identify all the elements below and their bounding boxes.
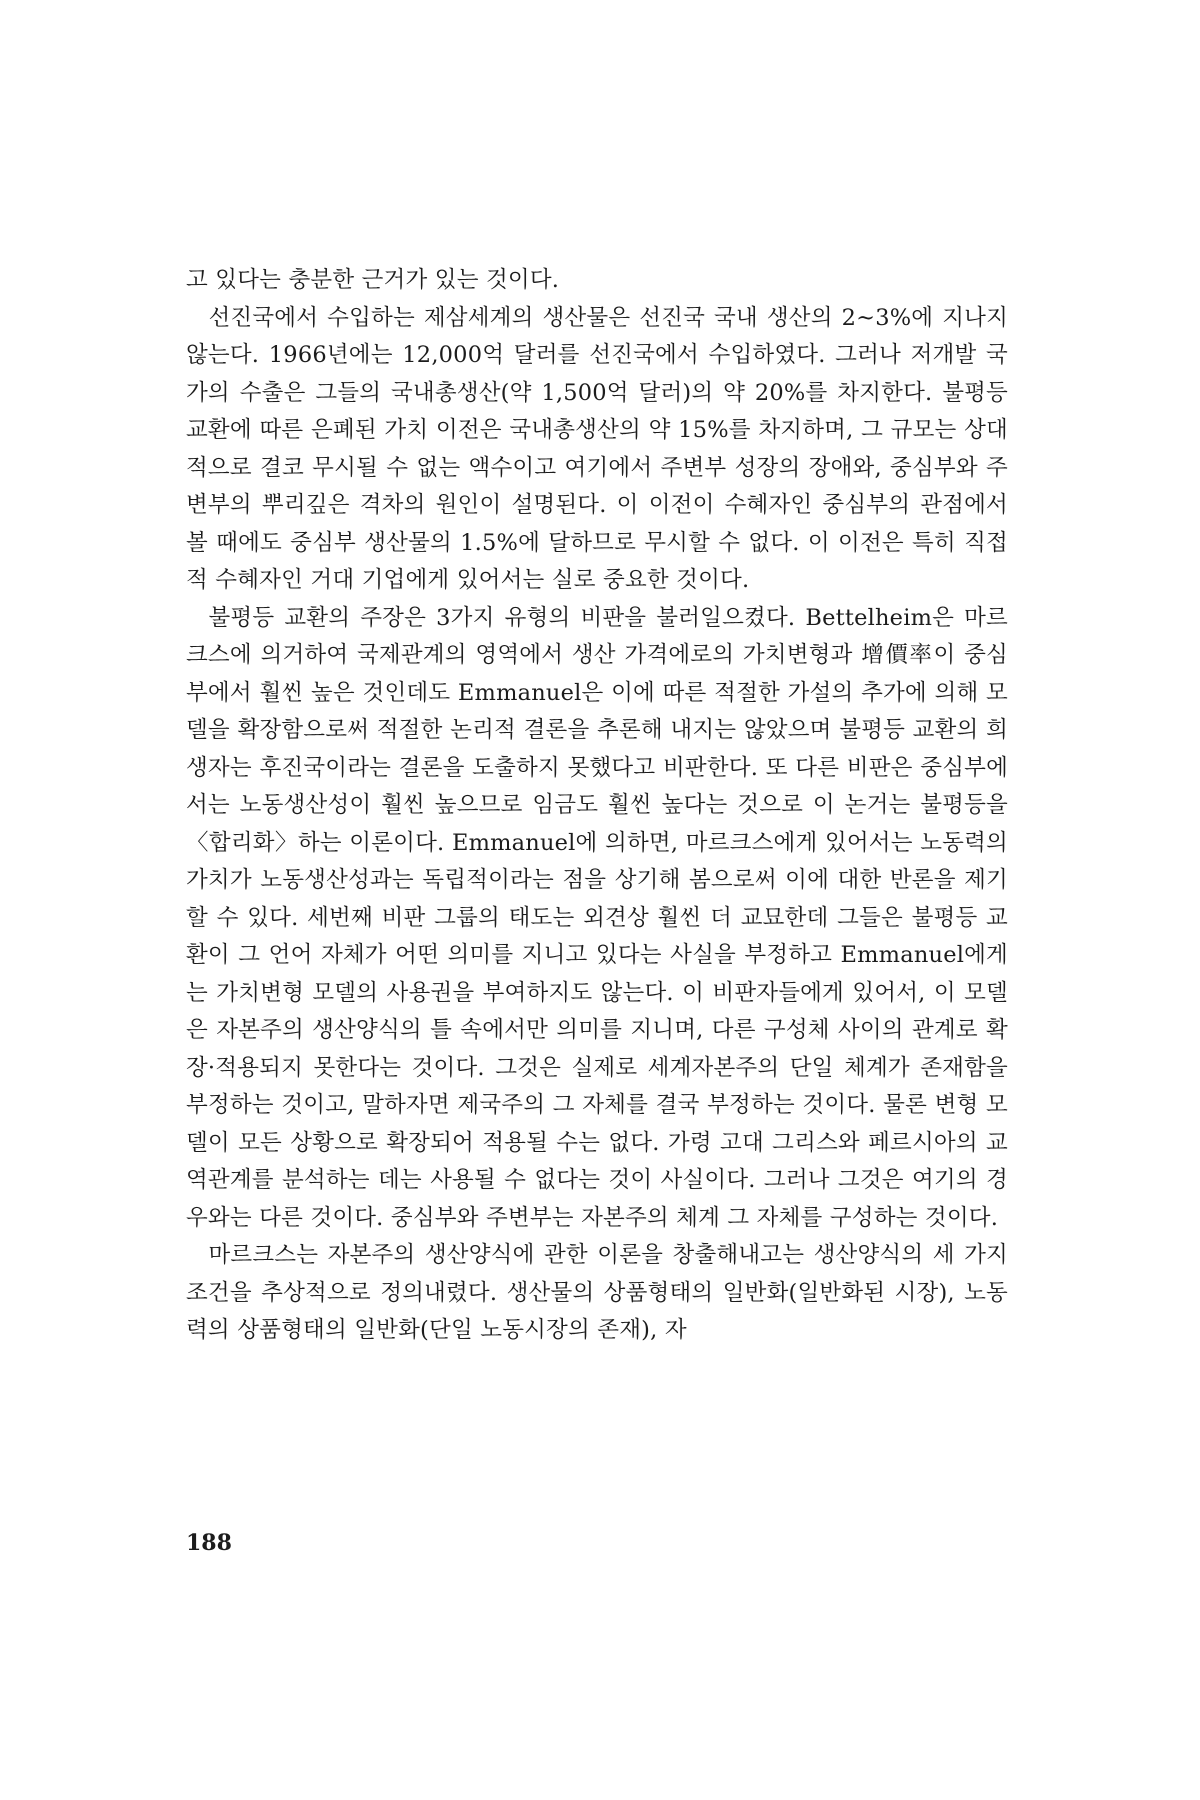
- paragraph: 고 있다는 충분한 근거가 있는 것이다.: [186, 267, 560, 293]
- paragraph: 마르크스는 자본주의 생산양식에 관한 이론을 창출해내고는 생산양식의 세 가지 조건을 추상적으로 정의내렸다. 생산물의 상품형태의 일반화(일반화된 시장), 노동력의 상품형태의 일반화(단일 노동시장의 존재), 자: [186, 1242, 1008, 1343]
- paragraph: 불평등 교환의 주장은 3가지 유형의 비판을 불러일으켰다. Bettelheim은 마르크스에 의거하여 국제관계의 영역에서 생산 가격에로의 가치변형과 增價率이 중심부에서 훨씬 높은 것인데도 Emmanuel은 이에 따른 적절한 가설의 추가에 의해 모델을 확장함으로써 적절한 논리적 결론을 추론해 내지는 않았으며 불평등 교환의 희생자는 후진국이라는 결론을 도출하지 못했다고 비판한다. 또 다른 비판은 중심부에서는 노동생산성이 훨씬 높으므로 임금도 훨씬 높다는 것으로 이 논거는 불평등을 〈합리화〉하는 이론이다. Emmanuel에 의하면, 마르크스에게 있어서는 노동력의 가치가 노동생산성과는 독립적이라는 점을 상기해 봄으로써 이에 대한 반론을 제기할 수 있다. 세번째 비판 그룹의 태도는 외견상 훨씬 더 교묘한데 그들은 불평등 교환이 그 언어 자체가 어떤 의미를 지니고 있다는 사실을 부정하고 Emmanuel에게는 가치변형 모델의 사용권을 부여하지도 않는다. 이 비판자들에게 있어서, 이 모델은 자본주의 생산양식의 틀 속에서만 의미를 지니며, 다른 구성체 사이의 관계로 확장·적용되지 못한다는 것이다. 그것은 실제로 세계자본주의 단일 체계가 존재함을 부정하는 것이고, 말하자면 제국주의 그 자체를 결국 부정하는 것이다. 물론 변형 모델이 모든 상황으로 확장되어 적용될 수는 없다. 가령 고대 그리스와 페르시아의 교역관계를 분석하는 데는 사용될 수 없다는 것이 사실이다. 그러나 그것은 여기의 경우와는 다른 것이다. 중심부와 주변부는 자본주의 체계 그 자체를 구성하는 것이다.: [186, 604, 1008, 1231]
- body-text: [186, 262, 1008, 1350]
- paragraph: 선진국에서 수입하는 제삼세계의 생산물은 선진국 국내 생산의 2~3%에 지나지 않는다. 1966년에는 12,000억 달러를 선진국에서 수입하였다. 그러나 저개발 국가의 수출은 그들의 국내총생산(약 1,500억 달러)의 약 20%를 차지한다. 불평등 교환에 따른 은폐된 가치 이전은 국내총생산의 약 15%를 차지하며, 그 규모는 상대적으로 결코 무시될 수 없는 액수이고 여기에서 주변부 성장의 장애와, 중심부와 주변부의 뿌리깊은 격차의 원인이 설명된다. 이 이전이 수혜자인 중심부의 관점에서 볼 때에도 중심부 생산물의 1.5%에 달하므로 무시할 수 없다. 이 이전은 특히 직접적 수혜자인 거대 기업에게 있어서는 실로 중요한 것이다.: [186, 304, 1008, 593]
- page-number: 188: [186, 1530, 232, 1556]
